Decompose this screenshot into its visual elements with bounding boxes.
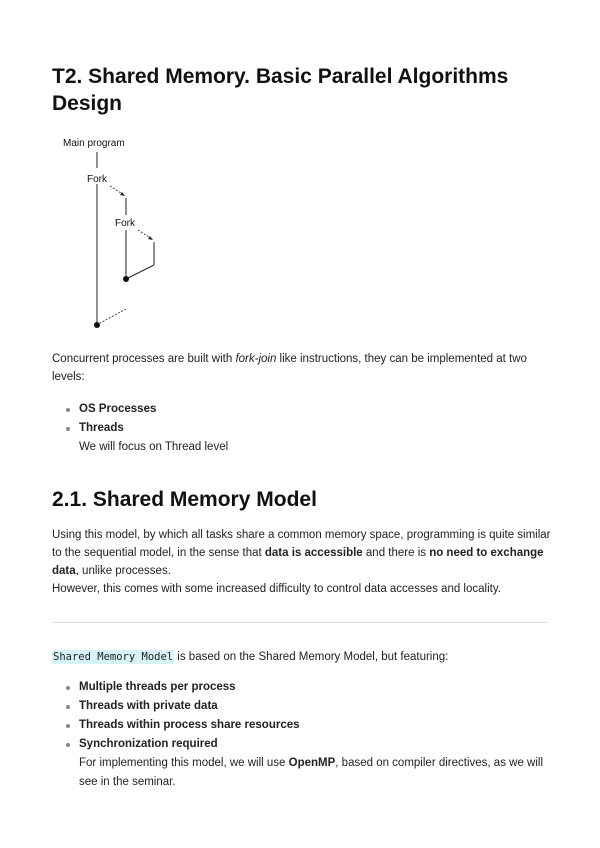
model-text-3: , unlike processes. [75,565,171,577]
openmp-text-2: , based on compiler directives, as we will see in the seminar. [79,757,544,788]
feature-label: Threads with private data [79,700,218,712]
fork2-label: Fork [115,218,135,229]
openmp-bold: OpenMP [288,757,336,769]
intro-emph: fork-join [235,353,277,365]
openmp-text-1: For implementing this model, we will use [79,757,289,769]
fork-join-svg [58,132,168,342]
section-title: 2.1. Shared Memory Model [52,488,317,511]
shared-memory-model-code: Shared Memory Model [53,651,174,663]
model-text-1: Using this model, by which all tasks share a common memory space, programming is quite similar to the sequential model, in the sense that [52,529,551,559]
list-item [52,678,552,697]
levels-list [52,400,552,457]
openmp-note [79,754,552,792]
level-threads-note: We will focus on Thread level [79,441,229,453]
intro-paragraph [52,350,552,386]
features-intro [52,648,552,666]
fork1-label: Fork [87,174,107,185]
intro-text-1: Concurrent processes are built with [52,353,236,365]
list-item [52,400,552,419]
features-list [52,678,552,792]
fork2-arrowhead [148,236,153,240]
main-program-label: Main program [63,138,125,149]
join2-line [128,265,154,278]
feature-label: Synchronization required [79,738,218,750]
level-os-processes: OS Processes [79,403,157,415]
fork-join-diagram [58,132,168,342]
divider [52,622,548,623]
join2-dot [123,276,129,282]
list-item [52,419,552,457]
list-item [52,716,552,735]
model-paragraph [52,526,552,598]
level-threads: Threads [79,422,124,434]
model-text-line2: However, this comes with some increased difficulty to control data accesses and locality. [52,583,501,595]
features-intro-text: is based on the Shared Memory Model, but featuring: [174,651,449,663]
fork1-arrowhead [120,192,125,196]
feature-label: Threads within process share resources [79,719,300,731]
model-text-2: and there is [362,547,430,559]
intro-text-2: like instructions, they can be implemented at two levels: [52,353,527,383]
list-item [52,697,552,716]
join1-dot [94,322,100,328]
model-bold-1: data is accessible [264,547,363,559]
join1-line [100,309,126,323]
feature-label: Multiple threads per process [79,681,236,693]
page-title: T2. Shared Memory. Basic Parallel Algorithms Design [52,65,509,115]
model-bold-2: no need to exchange data [52,547,544,577]
list-item [52,735,552,792]
